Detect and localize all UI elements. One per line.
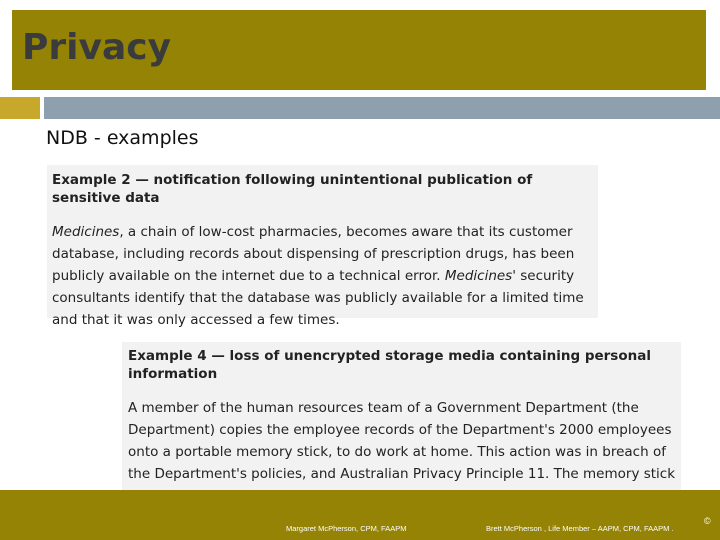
example-4-body: A member of the human resources team of a Government Department (the Department) copies the employee records of the Department's 2000 employees onto a portable memory stick, to do work at home. This action was in breach of the Department's policies, and Australian Privacy Principle 11. The memory stick (128, 400, 676, 482)
example-4-heading: Example 4 — loss of unencrypted storage media containing personal information (128, 348, 651, 382)
example-2-body-part-1: , a chain of low-cost pharmacies, becomes aware that its customer database, including records about dispensing of prescription drugs, has been publicly available on the internet due to a technical error. (52, 224, 575, 284)
example-2-body (52, 221, 593, 331)
example-4-card (122, 342, 681, 494)
accent-bar (44, 97, 720, 119)
slide-title: Privacy (22, 27, 172, 68)
example-2-card (47, 165, 598, 328)
copyright-symbol: © (704, 516, 711, 526)
footer-author-left: Margaret McPherson, CPM, FAAPM (286, 524, 407, 533)
slide-subtitle: NDB - examples (46, 127, 199, 149)
example-2-italic-name-1: Medicines (52, 224, 120, 240)
accent-square (0, 97, 40, 119)
footer-author-right: Brett McPherson , Life Member – AAPM, CPM, FAAPM . (486, 524, 674, 533)
example-2-body-part-2: security consultants identify that the database was publicly available for a limited time and that it was only accessed a few times. (52, 268, 584, 328)
example-2-heading: Example 2 — notification following unintentional publication of sensitive data (52, 172, 533, 206)
example-2-italic-name-2: Medicines' (444, 268, 516, 284)
